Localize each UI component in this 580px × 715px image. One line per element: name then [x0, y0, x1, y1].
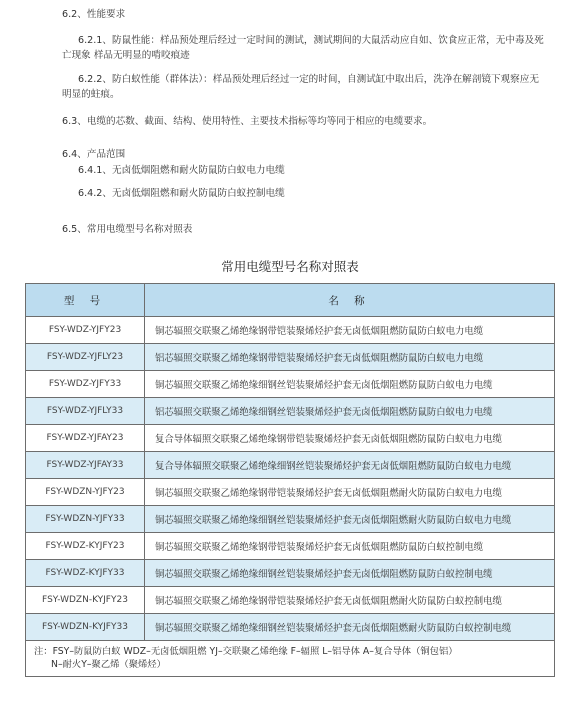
table-row	[26, 398, 555, 425]
table-row	[26, 317, 555, 344]
name-cell: 铜芯辐照交联聚乙烯绝缘细钢丝铠装聚烯烃护套无卤低烟阻燃耐火防鼠防白蚁电力电缆	[145, 506, 555, 533]
model-cell: FSY-WDZN-KYJFY23	[26, 587, 145, 614]
table-note-row	[26, 641, 555, 677]
table-row	[26, 344, 555, 371]
name-cell: 铜芯辐照交联聚乙烯绝缘细钢丝铠装聚烯烃护套无卤低烟阻燃防鼠防白蚁电力电缆	[145, 371, 555, 398]
table-row	[26, 587, 555, 614]
model-cell: FSY-WDZ-KYJFY33	[26, 560, 145, 587]
table-row	[26, 452, 555, 479]
table-row	[26, 533, 555, 560]
model-cell: FSY-WDZ-YJFY23	[26, 317, 145, 344]
table-row	[26, 371, 555, 398]
table-caption: 常用电缆型号名称对照表	[221, 259, 359, 274]
name-cell: 铜芯辐照交联聚乙烯绝缘细钢丝铠装聚烯烃护套无卤低烟阻燃耐火防鼠防白蚁控制电缆	[145, 614, 555, 641]
table-row	[26, 479, 555, 506]
section-6-4-1-item: 6.4.1、无卤低烟阻燃和耐火防鼠防白蚁电力电缆	[78, 165, 285, 176]
name-cell: 铜芯辐照交联聚乙烯绝缘细钢丝铠装聚烯烃护套无卤低烟阻燃防鼠防白蚁控制电缆	[145, 560, 555, 587]
section-6-3-text: 6.3、电缆的芯数、截面、结构、使用特性、主要技术指标等均等同于相应的电缆要求。	[62, 116, 433, 127]
table-row	[26, 425, 555, 452]
name-cell: 铝芯辐照交联聚乙烯绝缘细钢丝铠装聚烯烃护套无卤低烟阻燃防鼠防白蚁电力电缆	[145, 398, 555, 425]
model-cell: FSY-WDZ-YJFLY23	[26, 344, 145, 371]
model-cell: FSY-WDZ-YJFAY33	[26, 452, 145, 479]
section-6-2-heading: 6.2、性能要求	[62, 9, 126, 20]
note-line-2: N–耐火Y–聚乙烯（聚烯烃）	[51, 659, 166, 670]
table-row	[26, 560, 555, 587]
model-cell: FSY-WDZ-YJFY33	[26, 371, 145, 398]
name-cell: 铜芯辐照交联聚乙烯绝缘钢带铠装聚烯烃护套无卤低烟阻燃防鼠防白蚁控制电缆	[145, 533, 555, 560]
section-6-2-1-line-1: 6.2.1、防鼠性能：样品预处理后经过一定时间的测试，测试期间的大鼠活动应自如、饮食应正常，无中毒及死	[78, 35, 544, 46]
table-row	[26, 506, 555, 533]
model-cell: FSY-WDZ-YJFAY23	[26, 425, 145, 452]
name-cell: 铝芯辐照交联聚乙烯绝缘钢带铠装聚烯烃护套无卤低烟阻燃防鼠防白蚁电力电缆	[145, 344, 555, 371]
section-6-2-2-line-2: 明显的蛀痕。	[62, 89, 120, 100]
section-6-4-heading: 6.4、产品范围	[62, 149, 126, 160]
model-cell: FSY-WDZN-YJFY23	[26, 479, 145, 506]
name-cell: 复合导体辐照交联聚乙烯绝缘细钢丝铠装聚烯烃护套无卤低烟阻燃防鼠防白蚁电力电缆	[145, 452, 555, 479]
table-header-row	[26, 284, 555, 317]
name-cell: 铜芯辐照交联聚乙烯绝缘钢带铠装聚烯烃护套无卤低烟阻燃耐火防鼠防白蚁控制电缆	[145, 587, 555, 614]
model-cell: FSY-WDZ-YJFLY33	[26, 398, 145, 425]
table-note	[26, 641, 555, 677]
name-cell: 复合导体辐照交联聚乙烯绝缘钢带铠装聚烯烃护套无卤低烟阻燃防鼠防白蚁电力电缆	[145, 425, 555, 452]
section-6-2-1-line-2: 亡现象 样品无明显的啃咬痕迹	[62, 50, 190, 61]
section-6-2-2-line-1: 6.2.2、防白蚁性能（群体法）：样品预处理后经过一定的时间，自测试缸中取出后，洗净在解剖镜下观察应无	[78, 74, 539, 85]
model-cell: FSY-WDZ-KYJFY23	[26, 533, 145, 560]
cable-model-table	[25, 283, 555, 677]
section-6-5-heading: 6.5、常用电缆型号名称对照表	[62, 224, 193, 235]
section-6-4-2-item: 6.4.2、无卤低烟阻燃和耐火防鼠防白蚁控制电缆	[78, 188, 285, 199]
note-line-1: 注：FSY–防鼠防白蚁 WDZ–无卤低烟阻燃 YJ–交联聚乙烯绝缘 F–辐照 L–铝导体 A–复合导体（铜包铝）	[34, 646, 458, 657]
model-cell: FSY-WDZN-KYJFY33	[26, 614, 145, 641]
model-cell: FSY-WDZN-YJFY33	[26, 506, 145, 533]
header-model: 型 号	[26, 284, 145, 317]
name-cell: 铜芯辐照交联聚乙烯绝缘钢带铠装聚烯烃护套无卤低烟阻燃防鼠防白蚁电力电缆	[145, 317, 555, 344]
header-name: 名 称	[145, 284, 555, 317]
name-cell: 铜芯辐照交联聚乙烯绝缘钢带铠装聚烯烃护套无卤低烟阻燃耐火防鼠防白蚁电力电缆	[145, 479, 555, 506]
table-row	[26, 614, 555, 641]
